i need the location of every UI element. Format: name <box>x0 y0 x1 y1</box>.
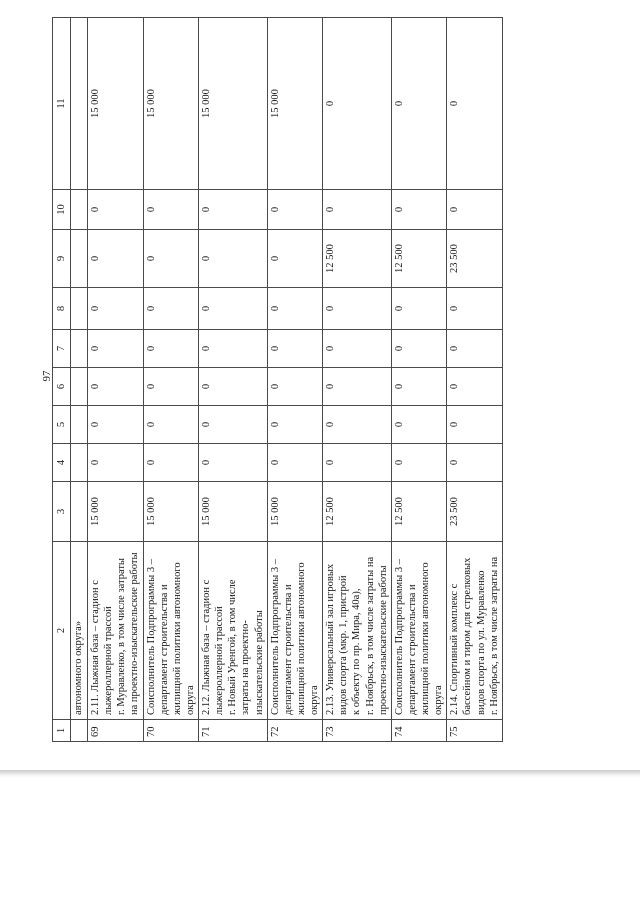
empty-cell <box>71 288 88 330</box>
item-name-line: лыжероллерной трассой <box>214 606 226 715</box>
value-cell: 0 <box>88 288 144 330</box>
header-cell: 7 <box>53 330 71 368</box>
item-name-line: г. Муравленко, в том числе затраты <box>116 558 128 715</box>
value-cell: 15 000 <box>88 482 144 542</box>
item-name-cell <box>391 542 447 720</box>
item-name-line: изыскательские работы <box>253 610 265 715</box>
value-cell: 0 <box>447 18 503 190</box>
empty-cell <box>71 444 88 482</box>
value-cell: 12 500 <box>391 230 447 288</box>
row-number: 73 <box>323 720 392 742</box>
item-name-line: г. Новый Уренгой, в том числе <box>227 579 239 715</box>
header-cell: 3 <box>53 482 71 542</box>
value-cell: 0 <box>323 288 392 330</box>
value-cell: 0 <box>323 190 392 230</box>
item-name-line: бассейном и тиром для стрелковых <box>462 557 474 715</box>
item-name-line: департамент строительства и <box>406 584 418 715</box>
empty-cell <box>71 720 88 742</box>
item-name-line: жилищной политики автономного <box>420 562 431 715</box>
value-cell: 0 <box>323 368 392 406</box>
item-name-line: 2.11. Лыжная база – стадион с <box>90 580 101 715</box>
value-cell: 0 <box>199 230 268 288</box>
item-name-line: департамент строительства и <box>158 584 170 715</box>
value-cell: 0 <box>447 368 503 406</box>
item-name-line: Соисполнитель Подпрограммы 3 – <box>393 559 405 715</box>
item-name-line: 2.13. Универсальный зал игровых <box>325 563 337 715</box>
value-cell: 0 <box>447 288 503 330</box>
empty-cell <box>71 368 88 406</box>
value-cell: 0 <box>447 444 503 482</box>
continuation-row <box>71 18 88 742</box>
value-cell: 0 <box>267 330 323 368</box>
empty-cell <box>71 230 88 288</box>
table-row <box>88 18 144 742</box>
value-cell: 0 <box>143 368 199 406</box>
item-name-line: проектно-изыскательские работы <box>377 565 389 715</box>
value-cell: 15 000 <box>143 18 199 190</box>
value-cell: 0 <box>199 406 268 444</box>
value-cell: 0 <box>391 368 447 406</box>
table-row <box>143 18 199 742</box>
value-cell: 0 <box>88 330 144 368</box>
value-cell: 0 <box>143 330 199 368</box>
header-cell: 6 <box>53 368 71 406</box>
header-cell: 10 <box>53 190 71 230</box>
page-number: 97 <box>41 370 53 382</box>
value-cell: 0 <box>88 190 144 230</box>
value-cell: 0 <box>88 230 144 288</box>
value-cell: 0 <box>447 190 503 230</box>
value-cell: 15 000 <box>199 482 268 542</box>
value-cell: 12 500 <box>323 482 392 542</box>
table-body <box>71 18 503 742</box>
item-name-line: Соисполнитель Подпрограммы 3 – <box>269 559 281 715</box>
value-cell: 0 <box>391 288 447 330</box>
value-cell: 0 <box>323 330 392 368</box>
item-name-line: жилищной политики автономного <box>171 562 183 715</box>
item-name-line: к объекту по пр. Мира, 40а), <box>351 588 363 715</box>
header-row <box>53 18 71 742</box>
value-cell: 0 <box>267 406 323 444</box>
row-number: 70 <box>143 720 199 742</box>
empty-cell <box>71 330 88 368</box>
empty-cell <box>71 482 88 542</box>
value-cell: 0 <box>88 444 144 482</box>
value-cell: 15 000 <box>88 18 144 190</box>
table-row <box>447 18 503 742</box>
value-cell: 0 <box>391 406 447 444</box>
header-cell: 1 <box>53 720 71 742</box>
item-name-line: видов спорта по ул. Муравленко <box>475 570 487 715</box>
empty-cell <box>71 18 88 190</box>
empty-cell <box>71 406 88 444</box>
value-cell: 0 <box>323 406 392 444</box>
header-cell: 11 <box>53 18 71 190</box>
table-row <box>391 18 447 742</box>
value-cell: 0 <box>267 288 323 330</box>
item-name-cell <box>199 542 268 720</box>
value-cell: 15 000 <box>199 18 268 190</box>
value-cell: 23 500 <box>447 230 503 288</box>
empty-cell <box>71 190 88 230</box>
value-cell: 15 000 <box>143 482 199 542</box>
item-name-line: видов спорта (мкр. 1, пристрой <box>338 575 350 715</box>
header-cell: 5 <box>53 406 71 444</box>
value-cell: 15 000 <box>267 18 323 190</box>
item-name-line: округа <box>433 685 445 715</box>
item-name-line: на проектно-изыскательские работы <box>129 552 141 715</box>
value-cell: 0 <box>267 230 323 288</box>
row-number: 72 <box>267 720 323 742</box>
rotated-table-wrapper <box>52 18 554 742</box>
row-number: 71 <box>199 720 268 742</box>
item-name-line: 2.12. Лыжная база – стадион с <box>201 579 212 715</box>
value-cell: 0 <box>391 330 447 368</box>
value-cell: 0 <box>199 444 268 482</box>
value-cell: 0 <box>143 190 199 230</box>
item-name-line: департамент строительства и <box>282 584 294 715</box>
value-cell: 23 500 <box>447 482 503 542</box>
value-cell: 12 500 <box>323 230 392 288</box>
scan-edge-shadow <box>0 770 640 778</box>
value-cell: 0 <box>88 368 144 406</box>
value-cell: 0 <box>391 444 447 482</box>
value-cell: 0 <box>143 406 199 444</box>
value-cell: 0 <box>323 18 392 190</box>
value-cell: 0 <box>88 406 144 444</box>
value-cell: 0 <box>267 190 323 230</box>
item-name-line: лыжероллерной трассой <box>103 606 115 715</box>
item-name-line: г. Ноябрьск, в том числе затраты на <box>488 556 500 715</box>
header-cell: 8 <box>53 288 71 330</box>
value-cell: 0 <box>447 330 503 368</box>
value-cell: 15 000 <box>267 482 323 542</box>
item-name-line: округа <box>309 685 320 715</box>
table-row <box>267 18 323 742</box>
continuation-text: автономного округа» <box>71 542 88 720</box>
header-cell: 4 <box>53 444 71 482</box>
value-cell: 0 <box>199 330 268 368</box>
table-row <box>199 18 268 742</box>
value-cell: 0 <box>199 190 268 230</box>
value-cell: 0 <box>267 444 323 482</box>
value-cell: 0 <box>323 444 392 482</box>
value-cell: 0 <box>267 368 323 406</box>
table-row <box>323 18 392 742</box>
value-cell: 0 <box>143 444 199 482</box>
row-number: 74 <box>391 720 447 742</box>
item-name-cell <box>267 542 323 720</box>
item-name-line: 2.14. Спортивный комплекс с <box>449 583 461 715</box>
item-name-cell <box>323 542 392 720</box>
item-name-cell <box>447 542 503 720</box>
item-name-cell <box>143 542 199 720</box>
item-name-line: Соисполнитель Подпрограммы 3 – <box>145 559 157 715</box>
value-cell: 0 <box>391 190 447 230</box>
value-cell: 0 <box>391 18 447 190</box>
item-name-line: округа <box>184 685 196 715</box>
item-name-cell <box>88 542 144 720</box>
budget-table <box>52 17 503 742</box>
row-number: 75 <box>447 720 503 742</box>
value-cell: 0 <box>143 288 199 330</box>
item-name-line: жилищной политики автономного <box>295 562 307 715</box>
header-cell: 2 <box>53 542 71 720</box>
value-cell: 0 <box>199 288 268 330</box>
value-cell: 12 500 <box>391 482 447 542</box>
item-name-line: затраты на проектно- <box>240 620 252 715</box>
row-number: 69 <box>88 720 144 742</box>
value-cell: 0 <box>447 406 503 444</box>
header-cell: 9 <box>53 230 71 288</box>
item-name-line: г. Ноябрьск, в том числе затраты на <box>364 556 376 715</box>
value-cell: 0 <box>199 368 268 406</box>
value-cell: 0 <box>143 230 199 288</box>
